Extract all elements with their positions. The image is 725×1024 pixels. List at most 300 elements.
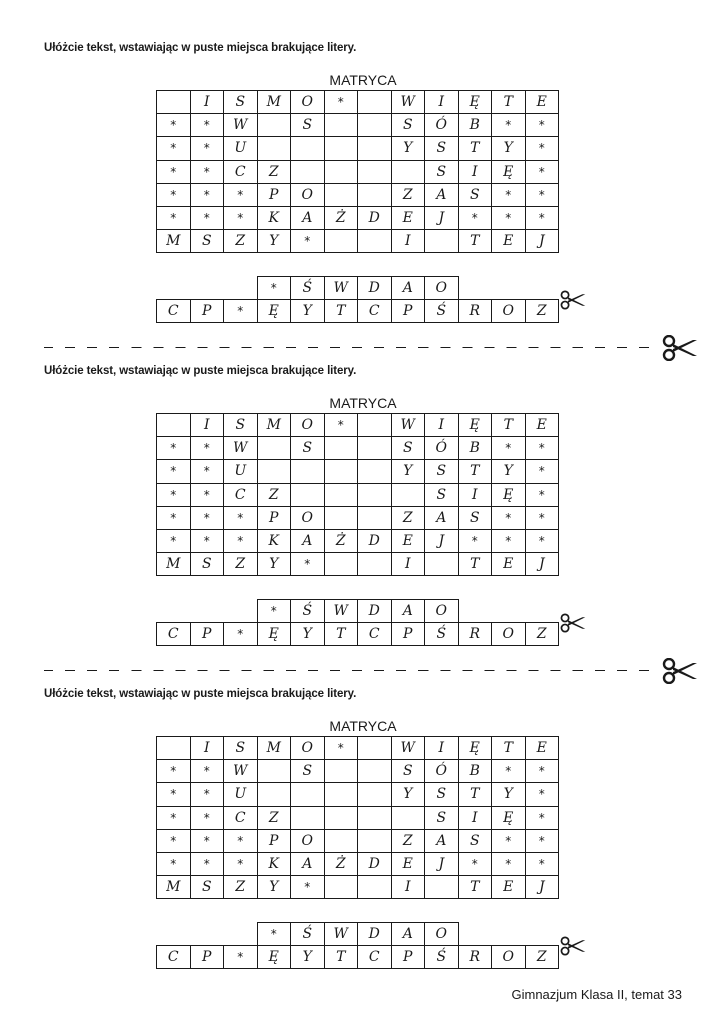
matrix-cell: B (458, 437, 492, 460)
strip-cell: W (324, 277, 358, 300)
matrix-row (157, 160, 559, 183)
matrix-cell: * (190, 160, 224, 183)
matrix-cell: * (157, 460, 191, 483)
matrix-cell: Ę (458, 737, 492, 760)
matrix-cell (324, 506, 358, 529)
matrix-cell: * (492, 114, 526, 137)
instruction-text: Ułóżcie tekst, wstawiając w puste miejsca brakujące litery. (44, 42, 357, 54)
strip-cell: C (157, 300, 191, 323)
matrix-cell: U (224, 137, 258, 160)
matrix-cell: T (492, 91, 526, 114)
strip-cell: Ś (425, 946, 459, 969)
footer-label: Gimnazjum Klasa II, temat 33 (511, 987, 682, 1002)
matrix-cell: Y (492, 783, 526, 806)
matrix-cell: S (190, 876, 224, 899)
matrix-cell (257, 760, 291, 783)
matrix-cell: I (458, 483, 492, 506)
matrix-row (157, 183, 559, 206)
strip-row-long (157, 623, 559, 646)
matrix-cell: Ż (324, 206, 358, 229)
matrix-cell (291, 160, 325, 183)
strip-spacer (157, 923, 191, 946)
strip-spacer (190, 277, 224, 300)
strip-cell: Y (291, 623, 325, 646)
matrix-cell (324, 230, 358, 253)
matrix-cell: E (391, 852, 425, 875)
matrix-row (157, 414, 559, 437)
matrix-cell: O (291, 414, 325, 437)
matrix-cell (358, 806, 392, 829)
matrix-cell: * (157, 137, 191, 160)
strip-row-long (157, 946, 559, 969)
strip-spacer (190, 923, 224, 946)
matrix-cell: U (224, 783, 258, 806)
matrix-cell (425, 553, 459, 576)
matrix-cell: S (291, 114, 325, 137)
matrix-cell: * (492, 206, 526, 229)
strip-cell: Ś (425, 300, 459, 323)
matrix-cell: * (190, 760, 224, 783)
matrix-cell: T (458, 460, 492, 483)
matrix-cell (358, 483, 392, 506)
matrix-cell: O (291, 183, 325, 206)
matrix-cell: T (458, 230, 492, 253)
matrix-cell: * (525, 114, 559, 137)
matrix-cell: M (257, 414, 291, 437)
matrix-cell: U (224, 460, 258, 483)
scissors-icon (662, 335, 698, 361)
matrix-cell: T (458, 783, 492, 806)
matrix-cell (324, 160, 358, 183)
matrix-cell: I (391, 230, 425, 253)
matrix-cell: E (391, 206, 425, 229)
matrix-cell: * (157, 206, 191, 229)
matrix-cell: I (190, 737, 224, 760)
strip-cell: Ś (291, 600, 325, 623)
strip-cell: O (492, 300, 526, 323)
strip-spacer (458, 923, 492, 946)
matrix-cell: * (157, 760, 191, 783)
strip-cell: Ś (291, 923, 325, 946)
matrix-cell: * (525, 506, 559, 529)
matrix-cell: M (157, 876, 191, 899)
matrix-cell: M (157, 230, 191, 253)
strip-spacer (224, 600, 258, 623)
matrix-cell (324, 806, 358, 829)
instruction-text: Ułóżcie tekst, wstawiając w puste miejsca brakujące litery. (44, 688, 357, 700)
matrix-cell: I (425, 737, 459, 760)
matrix-cell: S (224, 414, 258, 437)
matrix-row (157, 437, 559, 460)
matrix-cell: * (157, 829, 191, 852)
strip-cell: Z (525, 946, 559, 969)
strip-cell: D (358, 923, 392, 946)
matrix-cell: D (358, 529, 392, 552)
matrix-cell (391, 160, 425, 183)
matrix-cell: * (190, 206, 224, 229)
matrix-cell: J (525, 876, 559, 899)
strip-cell: T (324, 300, 358, 323)
matrix-cell: Ę (458, 91, 492, 114)
matrix-cell: A (291, 529, 325, 552)
matrix-row (157, 553, 559, 576)
matrix-cell: * (157, 852, 191, 875)
strip-cell: * (224, 623, 258, 646)
matrix-cell: Y (391, 137, 425, 160)
matrix-cell: I (425, 414, 459, 437)
strip-cell: O (492, 946, 526, 969)
matrix-cell: * (224, 529, 258, 552)
matrix-cell (157, 414, 191, 437)
matrix-cell (324, 137, 358, 160)
strip-spacer (492, 277, 526, 300)
strip-cell: * (224, 946, 258, 969)
matrix-cell (324, 876, 358, 899)
matrix-cell: S (391, 114, 425, 137)
matrix-cell: S (458, 829, 492, 852)
strip-spacer (224, 923, 258, 946)
strip-spacer (525, 600, 559, 623)
strip-cell: D (358, 277, 392, 300)
matrix-row (157, 91, 559, 114)
strip-cell: Ę (257, 300, 291, 323)
matrix-cell: S (190, 553, 224, 576)
strip-cell: C (358, 946, 392, 969)
matrix-cell: * (190, 183, 224, 206)
matrix-cell: J (525, 553, 559, 576)
matrix-cell: * (492, 506, 526, 529)
strip-spacer (157, 277, 191, 300)
matrix-row (157, 460, 559, 483)
letter-strip (156, 276, 559, 323)
matrix-cell (324, 437, 358, 460)
strip-cell: Z (525, 300, 559, 323)
strip-row-short (157, 600, 559, 623)
matrix-cell: * (458, 529, 492, 552)
matrix-cell: O (291, 91, 325, 114)
matrix-cell: D (358, 852, 392, 875)
matrix-cell: * (190, 529, 224, 552)
strip-cell: R (458, 300, 492, 323)
matrix-cell (324, 760, 358, 783)
matrix-cell: J (425, 529, 459, 552)
matrix-cell: * (157, 114, 191, 137)
matrix-row (157, 737, 559, 760)
matrix-cell: A (291, 852, 325, 875)
strip-cell: P (391, 300, 425, 323)
scissors-icon (560, 613, 586, 633)
matrix-cell (291, 783, 325, 806)
matrix-cell: I (391, 876, 425, 899)
matrix-cell: Z (391, 183, 425, 206)
matrix-cell: E (525, 414, 559, 437)
matrix-row (157, 137, 559, 160)
matrix-cell (358, 137, 392, 160)
matrix-cell: * (492, 760, 526, 783)
matrix-cell: E (492, 230, 526, 253)
strip-cell: D (358, 600, 392, 623)
matrix-cell: A (425, 829, 459, 852)
matrix-cell (358, 460, 392, 483)
matrix-cell: M (257, 737, 291, 760)
matrix-cell: E (525, 737, 559, 760)
matrix-cell (358, 437, 392, 460)
strip-cell: O (425, 277, 459, 300)
matrix-cell: P (257, 183, 291, 206)
strip-cell: C (157, 623, 191, 646)
matrix-row (157, 483, 559, 506)
matrix-cell: W (391, 91, 425, 114)
matrix-cell: B (458, 114, 492, 137)
strip-spacer (492, 923, 526, 946)
matrix-cell (358, 114, 392, 137)
matrix-cell: A (425, 506, 459, 529)
matrix-row (157, 783, 559, 806)
matrix-cell: J (425, 852, 459, 875)
strip-row-short (157, 277, 559, 300)
matrix-cell: * (492, 183, 526, 206)
strip-spacer (458, 277, 492, 300)
matrix-cell: Ó (425, 760, 459, 783)
matrix-cell: S (224, 737, 258, 760)
matrix-cell: * (492, 829, 526, 852)
strip-spacer (525, 277, 559, 300)
matrix-title: MATRYCA (329, 395, 397, 411)
matrix-cell (257, 783, 291, 806)
matrix-cell: W (391, 414, 425, 437)
matrix-cell: * (525, 137, 559, 160)
matrix-cell: E (492, 553, 526, 576)
matrix-cell: * (291, 876, 325, 899)
matrix-cell: I (391, 553, 425, 576)
matrix-cell: * (525, 206, 559, 229)
matrix-cell: Z (224, 230, 258, 253)
matrix-cell: Ę (492, 806, 526, 829)
matrix-cell: * (525, 460, 559, 483)
letter-strip (156, 922, 559, 969)
matrix-cell: J (525, 230, 559, 253)
matrix-cell: E (492, 876, 526, 899)
matrix-cell: C (224, 160, 258, 183)
matrix-cell: W (391, 737, 425, 760)
matrix-row (157, 206, 559, 229)
matrix-cell: B (458, 760, 492, 783)
matrix-cell: Ę (492, 483, 526, 506)
matrix-cell: A (291, 206, 325, 229)
matrix-cell: Ó (425, 437, 459, 460)
matrix-cell (157, 91, 191, 114)
matrix-cell (291, 137, 325, 160)
matrix-cell: * (157, 506, 191, 529)
matrix-cell (358, 829, 392, 852)
matrix-cell: * (492, 437, 526, 460)
matrix-cell: * (190, 460, 224, 483)
matrix-grid (156, 736, 559, 899)
matrix-cell: * (324, 91, 358, 114)
matrix-cell (257, 460, 291, 483)
strip-spacer (190, 600, 224, 623)
matrix-cell: * (525, 806, 559, 829)
matrix-cell (358, 760, 392, 783)
strip-spacer (157, 600, 191, 623)
strip-cell: C (157, 946, 191, 969)
strip-cell: R (458, 623, 492, 646)
matrix-cell (291, 483, 325, 506)
matrix-cell: * (190, 506, 224, 529)
matrix-cell: K (257, 529, 291, 552)
matrix-cell (425, 230, 459, 253)
matrix-cell: S (458, 506, 492, 529)
strip-row-short (157, 923, 559, 946)
matrix-cell: * (224, 829, 258, 852)
matrix-cell: * (190, 852, 224, 875)
strip-cell: A (391, 600, 425, 623)
matrix-cell (257, 114, 291, 137)
matrix-cell (324, 183, 358, 206)
letter-strip (156, 599, 559, 646)
matrix-row (157, 876, 559, 899)
cut-line (44, 347, 654, 348)
matrix-cell: I (458, 806, 492, 829)
strip-spacer (525, 923, 559, 946)
matrix-cell: * (157, 783, 191, 806)
matrix-cell: T (492, 737, 526, 760)
matrix-cell: M (157, 553, 191, 576)
cut-line (44, 670, 654, 671)
matrix-cell: * (492, 529, 526, 552)
matrix-row (157, 760, 559, 783)
matrix-cell: * (157, 529, 191, 552)
matrix-cell (358, 414, 392, 437)
matrix-cell (291, 806, 325, 829)
strip-cell: P (190, 623, 224, 646)
matrix-cell: C (224, 806, 258, 829)
strip-cell: C (358, 300, 392, 323)
matrix-cell: E (525, 91, 559, 114)
strip-cell: C (358, 623, 392, 646)
strip-cell: P (190, 946, 224, 969)
matrix-cell (358, 506, 392, 529)
matrix-cell: Z (257, 483, 291, 506)
matrix-cell (358, 737, 392, 760)
matrix-cell (324, 460, 358, 483)
matrix-cell: * (525, 829, 559, 852)
matrix-title: MATRYCA (329, 72, 397, 88)
matrix-cell: I (190, 91, 224, 114)
matrix-row (157, 114, 559, 137)
strip-cell: Z (525, 623, 559, 646)
matrix-cell (324, 783, 358, 806)
matrix-cell: Y (492, 137, 526, 160)
scissors-icon (662, 658, 698, 684)
matrix-cell (358, 183, 392, 206)
strip-cell: Ś (291, 277, 325, 300)
matrix-cell: S (291, 437, 325, 460)
matrix-cell: * (492, 852, 526, 875)
matrix-cell: * (190, 137, 224, 160)
matrix-cell: W (224, 437, 258, 460)
matrix-cell: * (224, 852, 258, 875)
strip-cell: * (257, 923, 291, 946)
strip-cell: T (324, 946, 358, 969)
matrix-cell: Ę (458, 414, 492, 437)
strip-cell: W (324, 923, 358, 946)
matrix-cell: O (291, 829, 325, 852)
matrix-cell: * (224, 183, 258, 206)
matrix-cell: S (391, 437, 425, 460)
matrix-cell (425, 876, 459, 899)
matrix-cell: A (425, 183, 459, 206)
matrix-cell: * (324, 737, 358, 760)
matrix-cell: T (492, 414, 526, 437)
matrix-cell: Y (257, 553, 291, 576)
matrix-cell: Ę (492, 160, 526, 183)
matrix-cell: K (257, 206, 291, 229)
matrix-cell: Z (224, 876, 258, 899)
matrix-cell: Z (224, 553, 258, 576)
matrix-cell: * (525, 183, 559, 206)
matrix-cell: * (525, 852, 559, 875)
matrix-cell (157, 737, 191, 760)
matrix-cell: S (425, 806, 459, 829)
matrix-row (157, 806, 559, 829)
matrix-cell (257, 137, 291, 160)
matrix-row (157, 506, 559, 529)
matrix-cell: P (257, 829, 291, 852)
matrix-cell: * (458, 852, 492, 875)
strip-cell: R (458, 946, 492, 969)
matrix-cell: S (224, 91, 258, 114)
matrix-cell (291, 460, 325, 483)
instruction-text: Ułóżcie tekst, wstawiając w puste miejsca brakujące litery. (44, 365, 357, 377)
strip-cell: O (425, 600, 459, 623)
strip-cell: Ę (257, 946, 291, 969)
strip-spacer (224, 277, 258, 300)
matrix-row (157, 529, 559, 552)
matrix-cell: S (425, 460, 459, 483)
matrix-cell: * (157, 806, 191, 829)
strip-row-long (157, 300, 559, 323)
matrix-cell (324, 483, 358, 506)
matrix-cell: * (157, 183, 191, 206)
matrix-cell (391, 806, 425, 829)
matrix-grid (156, 90, 559, 253)
matrix-cell (358, 876, 392, 899)
matrix-cell: S (458, 183, 492, 206)
matrix-cell (358, 553, 392, 576)
matrix-cell: T (458, 553, 492, 576)
matrix-cell: O (291, 737, 325, 760)
matrix-cell: D (358, 206, 392, 229)
matrix-cell: C (224, 483, 258, 506)
matrix-cell: S (425, 137, 459, 160)
strip-cell: P (190, 300, 224, 323)
matrix-cell: M (257, 91, 291, 114)
strip-spacer (458, 600, 492, 623)
matrix-cell: * (190, 806, 224, 829)
matrix-cell: I (190, 414, 224, 437)
strip-cell: Y (291, 300, 325, 323)
strip-cell: P (391, 946, 425, 969)
matrix-cell: * (224, 206, 258, 229)
matrix-grid (156, 413, 559, 576)
matrix-cell: E (391, 529, 425, 552)
strip-cell: A (391, 923, 425, 946)
matrix-cell: * (525, 160, 559, 183)
matrix-cell: S (291, 760, 325, 783)
strip-cell: O (425, 923, 459, 946)
matrix-cell: * (224, 506, 258, 529)
